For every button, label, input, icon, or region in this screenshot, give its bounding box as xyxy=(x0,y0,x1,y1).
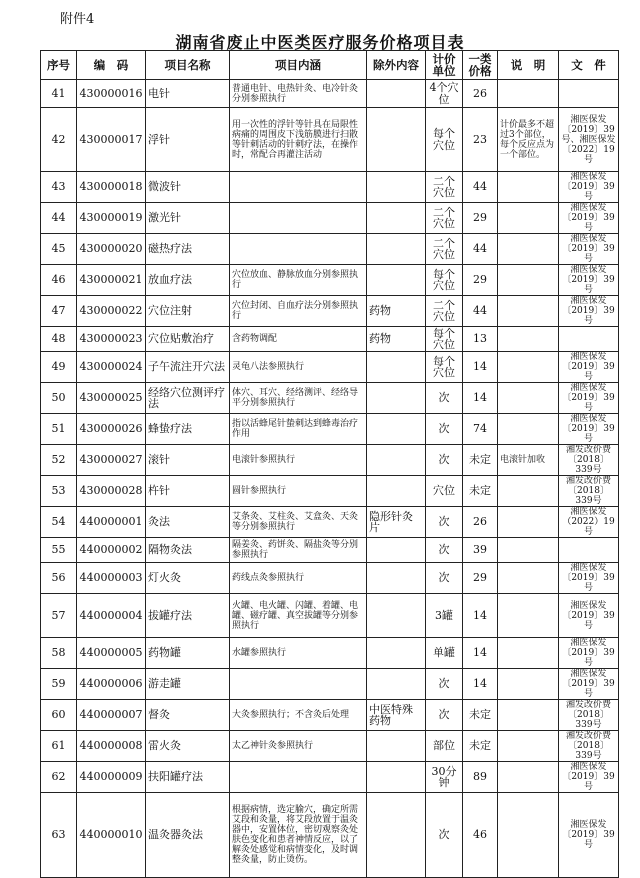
cell-file: 湘医保发（2022）19号 xyxy=(559,507,619,538)
cell-name: 灯火灸 xyxy=(146,563,230,594)
cell-note xyxy=(498,383,559,414)
cell-content: 大灸参照执行；不含灸后处理 xyxy=(230,700,367,731)
cell-price: 未定 xyxy=(463,476,498,507)
cell-name: 浮针 xyxy=(146,108,230,172)
cell-unit: 次 xyxy=(426,793,463,878)
cell-excluded xyxy=(367,594,426,638)
cell-content: 电滚针参照执行 xyxy=(230,445,367,476)
cell-note xyxy=(498,352,559,383)
table-row xyxy=(41,352,619,383)
cell-no: 51 xyxy=(41,414,77,445)
table-row xyxy=(41,203,619,234)
cell-excluded: 隐形针灸片 xyxy=(367,507,426,538)
cell-excluded: 药物 xyxy=(367,327,426,352)
cell-excluded xyxy=(367,731,426,762)
table-row xyxy=(41,538,619,563)
header-unit: 计价单位 xyxy=(426,51,463,80)
cell-excluded xyxy=(367,762,426,793)
cell-note xyxy=(498,327,559,352)
cell-no: 47 xyxy=(41,296,77,327)
cell-name: 磁热疗法 xyxy=(146,234,230,265)
cell-unit: 二个穴位 xyxy=(426,172,463,203)
cell-code: 430000027 xyxy=(77,445,146,476)
cell-name: 杵针 xyxy=(146,476,230,507)
cell-excluded xyxy=(367,669,426,700)
cell-no: 49 xyxy=(41,352,77,383)
cell-code: 430000019 xyxy=(77,203,146,234)
table-row xyxy=(41,445,619,476)
cell-price: 13 xyxy=(463,327,498,352)
cell-no: 62 xyxy=(41,762,77,793)
header-note: 说 明 xyxy=(498,51,559,80)
table-row xyxy=(41,265,619,296)
table-header-row xyxy=(41,51,619,80)
cell-no: 43 xyxy=(41,172,77,203)
cell-unit: 次 xyxy=(426,383,463,414)
cell-no: 41 xyxy=(41,80,77,108)
cell-name: 经络穴位测评疗法 xyxy=(146,383,230,414)
cell-file: 湘医保发〔2019〕39号 xyxy=(559,414,619,445)
header-price: 一类价格 xyxy=(463,51,498,80)
cell-name: 穴位注射 xyxy=(146,296,230,327)
cell-name: 子午流注开穴法 xyxy=(146,352,230,383)
cell-content: 普通电针、电热针灸、电冷针灸分别参照执行 xyxy=(230,80,367,108)
cell-file: 湘发改价费〔2018〕339号 xyxy=(559,476,619,507)
cell-note xyxy=(498,234,559,265)
attachment-label: 附件4 xyxy=(60,12,95,27)
cell-note xyxy=(498,762,559,793)
page-title: 湖南省废止中医类医疗服务价格项目表 xyxy=(175,33,465,52)
cell-excluded xyxy=(367,234,426,265)
cell-code: 430000026 xyxy=(77,414,146,445)
header-code: 编 码 xyxy=(77,51,146,80)
cell-content: 用一次性的浮针等针具在局限性病痛的周围皮下浅筋膜进行扫散等针刺活动的针刺疗法，在操作时，常配合再灌注活动 xyxy=(230,108,367,172)
cell-excluded xyxy=(367,476,426,507)
cell-code: 430000021 xyxy=(77,265,146,296)
cell-unit: 次 xyxy=(426,700,463,731)
cell-price: 14 xyxy=(463,594,498,638)
cell-file: 湘医保发〔2019〕39号 xyxy=(559,594,619,638)
cell-content: 穴位放血、静脉放血分别参照执行 xyxy=(230,265,367,296)
table-row xyxy=(41,594,619,638)
cell-code: 440000001 xyxy=(77,507,146,538)
cell-price: 44 xyxy=(463,234,498,265)
cell-content xyxy=(230,234,367,265)
cell-excluded xyxy=(367,172,426,203)
table-row xyxy=(41,172,619,203)
cell-note: 计价最多不超过3个部位，每个反应点为一个部位。 xyxy=(498,108,559,172)
cell-note xyxy=(498,731,559,762)
table-row xyxy=(41,700,619,731)
cell-no: 50 xyxy=(41,383,77,414)
cell-excluded xyxy=(367,538,426,563)
cell-no: 46 xyxy=(41,265,77,296)
cell-unit: 次 xyxy=(426,445,463,476)
cell-no: 53 xyxy=(41,476,77,507)
cell-name: 游走罐 xyxy=(146,669,230,700)
cell-unit: 穴位 xyxy=(426,476,463,507)
cell-file: 湘医保发〔2019〕39号、湘医保发〔2022〕19号 xyxy=(559,108,619,172)
cell-file: 湘医保发〔2019〕39号 xyxy=(559,563,619,594)
cell-note xyxy=(498,203,559,234)
cell-note xyxy=(498,172,559,203)
cell-code: 430000017 xyxy=(77,108,146,172)
cell-note xyxy=(498,538,559,563)
cell-no: 54 xyxy=(41,507,77,538)
header-excluded: 除外内容 xyxy=(367,51,426,80)
header-name: 项目名称 xyxy=(146,51,230,80)
cell-excluded: 药物 xyxy=(367,296,426,327)
cell-unit: 次 xyxy=(426,563,463,594)
cell-name: 滚针 xyxy=(146,445,230,476)
cell-code: 440000010 xyxy=(77,793,146,878)
cell-content: 太乙神针灸参照执行 xyxy=(230,731,367,762)
cell-file xyxy=(559,327,619,352)
cell-name: 督灸 xyxy=(146,700,230,731)
table-row xyxy=(41,383,619,414)
cell-note xyxy=(498,669,559,700)
cell-price: 29 xyxy=(463,265,498,296)
cell-unit: 4个穴位 xyxy=(426,80,463,108)
cell-content: 穴位封闭、自血疗法分别参照执行 xyxy=(230,296,367,327)
cell-unit: 3罐 xyxy=(426,594,463,638)
table-row xyxy=(41,563,619,594)
cell-no: 55 xyxy=(41,538,77,563)
cell-code: 440000009 xyxy=(77,762,146,793)
table-row xyxy=(41,507,619,538)
cell-code: 440000008 xyxy=(77,731,146,762)
cell-excluded xyxy=(367,80,426,108)
cell-code: 430000018 xyxy=(77,172,146,203)
cell-file: 湘医保发〔2019〕39号 xyxy=(559,352,619,383)
cell-content: 指以活蜂尾针蛰刺达到蜂毒治疗作用 xyxy=(230,414,367,445)
cell-note xyxy=(498,638,559,669)
cell-unit: 单罐 xyxy=(426,638,463,669)
cell-note xyxy=(498,476,559,507)
cell-excluded: 中医特殊药物 xyxy=(367,700,426,731)
cell-file: 湘医保发〔2019〕39号 xyxy=(559,265,619,296)
cell-price: 未定 xyxy=(463,445,498,476)
cell-price: 14 xyxy=(463,638,498,669)
cell-no: 48 xyxy=(41,327,77,352)
cell-no: 61 xyxy=(41,731,77,762)
cell-content: 圆针参照执行 xyxy=(230,476,367,507)
cell-no: 45 xyxy=(41,234,77,265)
cell-price: 44 xyxy=(463,296,498,327)
cell-content: 根据病情，选定腧穴，确定所需艾段和灸量，将艾段放置于温灸器中，安置体位，密切观察灸处肤色变化和患者神情反应，以了解灸处感觉和病情变化，及时调整灸量，防止烫伤。 xyxy=(230,793,367,878)
cell-unit: 二个穴位 xyxy=(426,234,463,265)
cell-excluded xyxy=(367,383,426,414)
cell-code: 430000022 xyxy=(77,296,146,327)
cell-note xyxy=(498,296,559,327)
header-file: 文 件 xyxy=(559,51,619,80)
cell-file: 湘发改价费〔2018〕339号 xyxy=(559,700,619,731)
cell-no: 57 xyxy=(41,594,77,638)
cell-no: 56 xyxy=(41,563,77,594)
cell-price: 14 xyxy=(463,669,498,700)
table-row xyxy=(41,327,619,352)
cell-unit: 次 xyxy=(426,669,463,700)
cell-note xyxy=(498,700,559,731)
cell-name: 温灸器灸法 xyxy=(146,793,230,878)
table-row xyxy=(41,80,619,108)
cell-no: 52 xyxy=(41,445,77,476)
cell-name: 拔罐疗法 xyxy=(146,594,230,638)
header-content: 项目内涵 xyxy=(230,51,367,80)
cell-content: 隔姜灸、药饼灸、隔盐灸等分别参照执行 xyxy=(230,538,367,563)
cell-price: 23 xyxy=(463,108,498,172)
cell-content: 药线点灸参照执行 xyxy=(230,563,367,594)
cell-note xyxy=(498,594,559,638)
cell-note xyxy=(498,563,559,594)
cell-note xyxy=(498,507,559,538)
cell-unit: 次 xyxy=(426,507,463,538)
table-row xyxy=(41,793,619,878)
cell-file: 湘医保发〔2019〕39号 xyxy=(559,762,619,793)
cell-name: 雷火灸 xyxy=(146,731,230,762)
cell-note xyxy=(498,265,559,296)
cell-excluded xyxy=(367,414,426,445)
cell-price: 44 xyxy=(463,172,498,203)
cell-excluded xyxy=(367,445,426,476)
cell-unit: 次 xyxy=(426,414,463,445)
cell-code: 430000028 xyxy=(77,476,146,507)
cell-excluded xyxy=(367,563,426,594)
cell-note xyxy=(498,414,559,445)
cell-content xyxy=(230,172,367,203)
cell-note: 电滚针加收 xyxy=(498,445,559,476)
cell-file: 湘发改价费〔2018〕339号 xyxy=(559,445,619,476)
cell-price: 46 xyxy=(463,793,498,878)
cell-name: 灸法 xyxy=(146,507,230,538)
cell-note xyxy=(498,793,559,878)
cell-no: 58 xyxy=(41,638,77,669)
cell-price: 29 xyxy=(463,563,498,594)
cell-name: 电针 xyxy=(146,80,230,108)
cell-code: 430000016 xyxy=(77,80,146,108)
cell-unit: 二个穴位 xyxy=(426,296,463,327)
cell-file: 湘医保发〔2019〕39号 xyxy=(559,234,619,265)
cell-unit: 每个穴位 xyxy=(426,327,463,352)
cell-no: 42 xyxy=(41,108,77,172)
cell-excluded xyxy=(367,108,426,172)
cell-file xyxy=(559,80,619,108)
cell-unit: 每个穴位 xyxy=(426,352,463,383)
cell-no: 60 xyxy=(41,700,77,731)
cell-name: 药物罐 xyxy=(146,638,230,669)
cell-file: 湘医保发〔2019〕39号 xyxy=(559,793,619,878)
cell-name: 激光针 xyxy=(146,203,230,234)
cell-price: 14 xyxy=(463,383,498,414)
cell-name: 穴位贴敷治疗 xyxy=(146,327,230,352)
cell-price: 74 xyxy=(463,414,498,445)
cell-price: 14 xyxy=(463,352,498,383)
table-row xyxy=(41,638,619,669)
cell-code: 430000023 xyxy=(77,327,146,352)
cell-code: 440000003 xyxy=(77,563,146,594)
cell-name: 放血疗法 xyxy=(146,265,230,296)
cell-excluded xyxy=(367,203,426,234)
cell-price: 26 xyxy=(463,507,498,538)
cell-file: 湘医保发〔2019〕39号 xyxy=(559,638,619,669)
table-row xyxy=(41,414,619,445)
cell-price: 29 xyxy=(463,203,498,234)
cell-unit: 每个穴位 xyxy=(426,108,463,172)
cell-file xyxy=(559,538,619,563)
cell-content: 火罐、电火罐、闪罐、着罐、电罐、磁疗罐、真空拔罐等分别参照执行 xyxy=(230,594,367,638)
table-row xyxy=(41,108,619,172)
cell-file: 湘医保发〔2019〕39号 xyxy=(559,296,619,327)
header-no: 序号 xyxy=(41,51,77,80)
cell-price: 39 xyxy=(463,538,498,563)
cell-unit: 部位 xyxy=(426,731,463,762)
cell-price: 未定 xyxy=(463,700,498,731)
cell-no: 59 xyxy=(41,669,77,700)
table-row xyxy=(41,476,619,507)
cell-content xyxy=(230,203,367,234)
cell-excluded xyxy=(367,352,426,383)
cell-excluded xyxy=(367,638,426,669)
cell-excluded xyxy=(367,265,426,296)
cell-code: 430000024 xyxy=(77,352,146,383)
cell-file: 湘发改价费〔2018〕339号 xyxy=(559,731,619,762)
cell-content xyxy=(230,669,367,700)
cell-name: 蜂蛰疗法 xyxy=(146,414,230,445)
cell-name: 扶阳罐疗法 xyxy=(146,762,230,793)
table-row xyxy=(41,296,619,327)
cell-unit: 30分钟 xyxy=(426,762,463,793)
table-row xyxy=(41,234,619,265)
cell-file: 湘医保发〔2019〕39号 xyxy=(559,203,619,234)
cell-file: 湘医保发〔2019〕39号 xyxy=(559,383,619,414)
cell-code: 440000007 xyxy=(77,700,146,731)
cell-code: 430000020 xyxy=(77,234,146,265)
cell-content: 含药物调配 xyxy=(230,327,367,352)
cell-content: 水罐参照执行 xyxy=(230,638,367,669)
cell-excluded xyxy=(367,793,426,878)
cell-name: 微波针 xyxy=(146,172,230,203)
table-row xyxy=(41,731,619,762)
table-row xyxy=(41,762,619,793)
cell-code: 430000025 xyxy=(77,383,146,414)
cell-price: 未定 xyxy=(463,731,498,762)
cell-unit: 每个穴位 xyxy=(426,265,463,296)
table-row xyxy=(41,669,619,700)
cell-code: 440000006 xyxy=(77,669,146,700)
cell-name: 隔物灸法 xyxy=(146,538,230,563)
cell-no: 63 xyxy=(41,793,77,878)
cell-content: 体穴、耳穴、经络测评、经络导平分别参照执行 xyxy=(230,383,367,414)
price-table xyxy=(40,50,619,878)
cell-price: 26 xyxy=(463,80,498,108)
cell-content: 艾条灸、艾柱灸、艾盒灸、天灸等分别参照执行 xyxy=(230,507,367,538)
cell-no: 44 xyxy=(41,203,77,234)
cell-file: 湘医保发〔2019〕39号 xyxy=(559,172,619,203)
cell-content xyxy=(230,762,367,793)
cell-code: 440000005 xyxy=(77,638,146,669)
cell-unit: 次 xyxy=(426,538,463,563)
cell-code: 440000004 xyxy=(77,594,146,638)
cell-note xyxy=(498,80,559,108)
cell-code: 440000002 xyxy=(77,538,146,563)
cell-price: 89 xyxy=(463,762,498,793)
cell-unit: 二个穴位 xyxy=(426,203,463,234)
cell-file: 湘医保发〔2019〕39号 xyxy=(559,669,619,700)
cell-content: 灵龟八法参照执行 xyxy=(230,352,367,383)
